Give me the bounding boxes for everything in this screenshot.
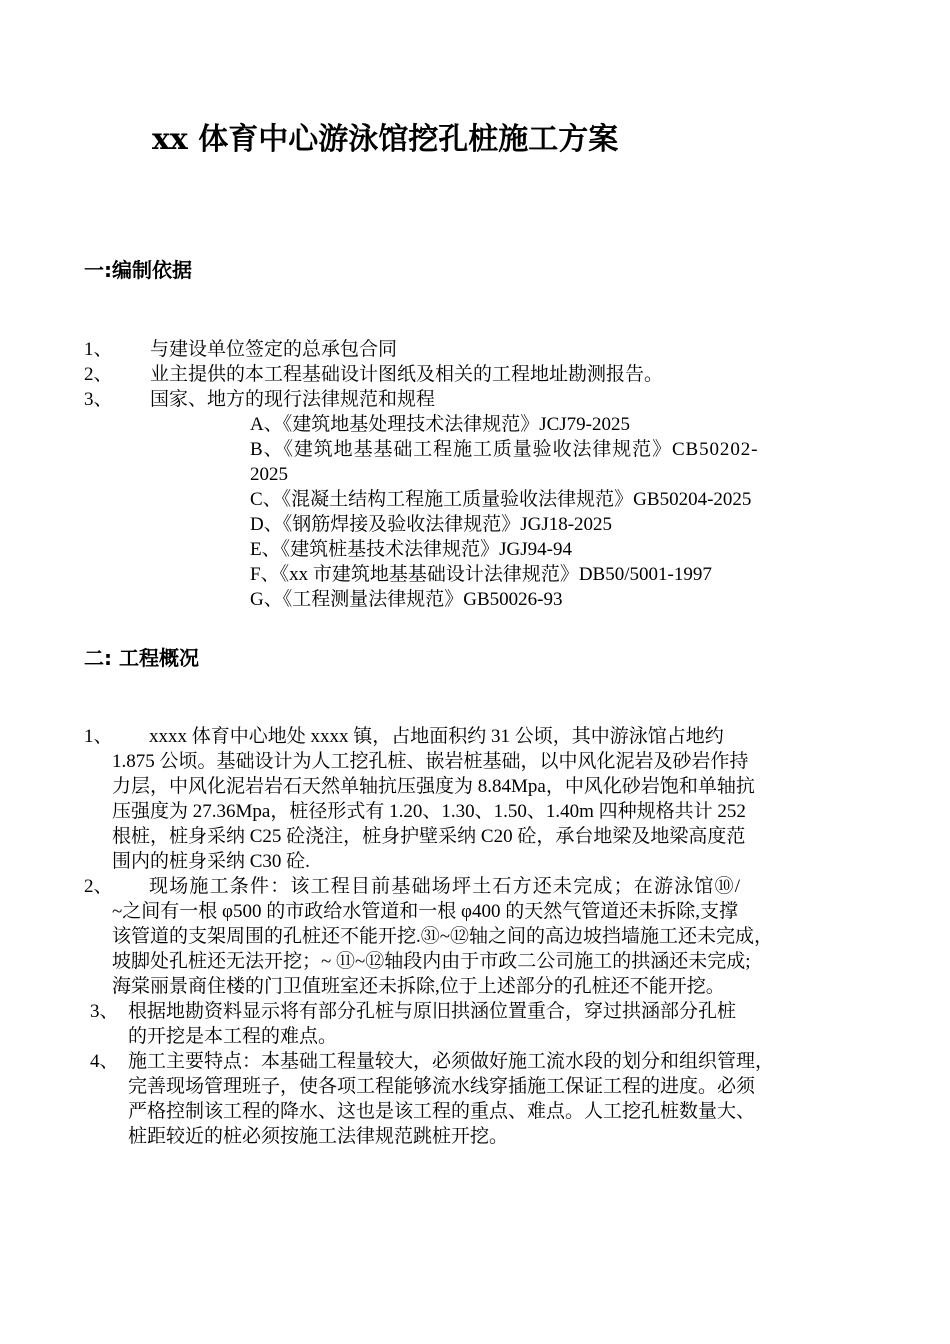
standard-item: D、《钢筋焊接及验收法律规范》JGJ18-2025 <box>250 514 613 535</box>
paragraph-line: 1.875 公顷。基础设计为人工挖孔桩、嵌岩桩基础，以中风化泥岩及砂岩作持 <box>112 751 749 772</box>
standard-item: B、《建筑地基基础工程施工质量验收法律规范》CB50202- <box>250 439 759 460</box>
paragraph-line: 完善现场管理班子，使各项工程能够流水线穿插施工保证工程的进度。必须 <box>128 1076 756 1097</box>
standard-item: G、《工程测量法律规范》GB50026-93 <box>250 589 563 610</box>
list-number: 1、 <box>84 339 113 360</box>
paragraph-line: xxxx 体育中心地处 xxxx 镇，占地面积约 31 公顷，其中游泳馆占地约 <box>149 726 724 747</box>
standard-item: E、《建筑桩基技术法律规范》JGJ94-94 <box>250 539 572 560</box>
document-title: xx 体育中心游泳馆挖孔桩施工方案 <box>152 122 619 157</box>
standard-item: A、《建筑地基处理技术法律规范》JCJ79-2025 <box>250 414 631 435</box>
paragraph-line: 压强度为 27.36Mpa，桩径形式有 1.20、1.30、1.50、1.40m 四种规格共计 252 <box>112 801 746 822</box>
section-heading-overview: 二: 工程概况 <box>84 646 199 670</box>
paragraph-line: ~之间有一根 φ500 的市政给水管道和一根 φ400 的天然气管道还未拆除,支撑 <box>112 901 738 922</box>
list-item: 国家、地方的现行法律规范和规程 <box>150 389 436 410</box>
paragraph-line: 根据地勘资料显示将有部分孔桩与原旧拱涵位置重合，穿过拱涵部分孔桩 <box>128 1001 737 1022</box>
paragraph-line: 根桩，桩身采纳 C25 砼浇注，桩身护壁采纳 C20 砼，承台地梁及地梁高度范 <box>112 826 746 847</box>
paragraph-line: 海棠丽景商住楼的门卫值班室还未拆除,位于上述部分的孔桩还不能开挖。 <box>112 976 725 997</box>
paragraph-line: 的开挖是本工程的难点。 <box>128 1026 338 1047</box>
paragraph-line: 力层，中风化泥岩岩石天然单轴抗压强度为 8.84Mpa，中风化砂岩饱和单轴抗 <box>112 776 755 797</box>
paragraph-line: 严格控制该工程的降水、这也是该工程的重点、难点。人工挖孔桩数量大、 <box>128 1101 756 1122</box>
paragraph-number: 2、 <box>84 876 113 897</box>
list-item: 与建设单位签定的总承包合同 <box>150 339 398 360</box>
paragraph-number: 4、 <box>90 1051 119 1072</box>
overview-paragraph-2 <box>112 874 773 999</box>
paragraph-line: 围内的桩身采纳 C30 砼. <box>112 851 310 872</box>
list-item: 业主提供的本工程基础设计图纸及相关的工程地址勘测报告。 <box>150 364 664 385</box>
overview-paragraph-1 <box>112 724 755 874</box>
list-number: 2、 <box>84 364 113 385</box>
paragraph-line: 现场施工条件：该工程目前基础场坪土石方还未完成；在游泳馆⑩/ <box>149 876 742 897</box>
paragraph-number: 3、 <box>90 1001 119 1022</box>
paragraph-line: 该管道的支架周围的孔桩还不能开挖.㉛~⑫轴之间的高边坡挡墙施工还未完成， <box>112 926 774 947</box>
overview-paragraph-4 <box>128 1049 774 1149</box>
list-number: 3、 <box>84 389 113 410</box>
overview-paragraph-3 <box>128 999 736 1049</box>
paragraph-line: 桩距较近的桩必须按施工法律规范跳桩开挖。 <box>128 1126 509 1147</box>
paragraph-line: 施工主要特点：本基础工程量较大，必须做好施工流水段的划分和组织管理， <box>128 1051 775 1072</box>
paragraph-number: 1、 <box>84 726 113 747</box>
standard-item: C、《混凝土结构工程施工质量验收法律规范》GB50204-2025 <box>250 489 752 510</box>
standard-item: F、《xx 市建筑地基基础设计法律规范》DB50/5001-1997 <box>250 564 712 585</box>
standard-item-continuation: 2025 <box>250 464 288 485</box>
paragraph-line: 坡脚处孔桩还无法开挖；~ ⑪~⑫轴段内由于市政二公司施工的拱涵还未完成; <box>112 951 751 972</box>
section-heading-basis: 一:编制依据 <box>84 258 192 282</box>
